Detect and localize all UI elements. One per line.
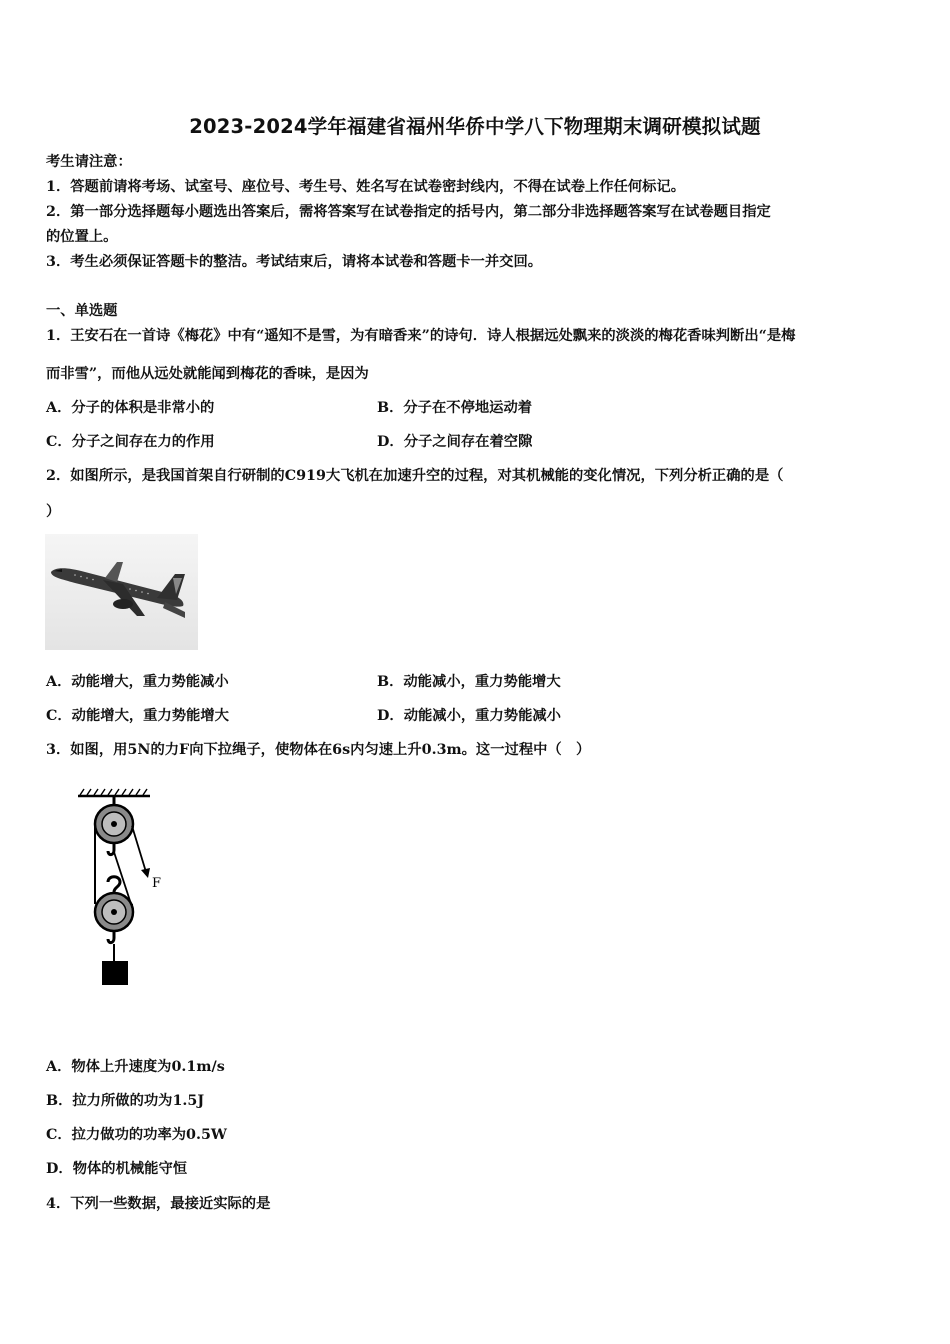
q3-option-d: D．物体的机械能守恒 — [46, 1161, 188, 1177]
question-1-text: 1．王安石在一首诗《梅花》中有“遥知不是雪，为有暗香来”的诗句．诗人根据远处飘来的淡淡的梅花香味判断出“是梅 — [46, 328, 796, 344]
notice-heading: 考生请注意： — [46, 154, 132, 170]
question-2-text: ） — [46, 504, 61, 520]
notice-item: 的位置上。 — [46, 229, 118, 245]
question-1-text: 而非雪”，而他从远处就能闻到梅花的香味，是因为 — [46, 366, 369, 382]
question-2-text: 2．如图所示，是我国首架自行研制的C919大飞机在加速升空的过程，对其机械能的变化情况，下列分析正确的是（ — [46, 468, 784, 484]
q1-option-b: B．分子在不停地运动着 — [377, 400, 533, 416]
q1-option-c: C．分子之间存在力的作用 — [46, 434, 215, 450]
q3-option-c: C．拉力做功的功率为0.5W — [46, 1127, 227, 1143]
force-label: F — [152, 876, 162, 891]
notice-item: 2．第一部分选择题每小题选出答案后，需将答案写在试卷指定的括号内，第二部分非选择题答案写在试卷题目指定 — [46, 204, 771, 220]
q1-option-d: D．分子之间存在着空隙 — [377, 434, 533, 450]
q3-option-a: A．物体上升速度为0.1m/s — [46, 1059, 225, 1075]
question-3-text: 3．如图，用5N的力F向下拉绳子，使物体在6s内匀速上升0.3m。这一过程中（ ） — [46, 742, 591, 758]
q2-option-b: B．动能减小，重力势能增大 — [377, 674, 561, 690]
q1-option-a: A．分子的体积是非常小的 — [46, 400, 215, 416]
pulley-figure — [68, 786, 178, 991]
airplane-figure — [45, 534, 198, 650]
section-heading: 一、单选题 — [46, 303, 118, 319]
question-4-text: 4．下列一些数据，最接近实际的是 — [46, 1196, 271, 1212]
notice-item: 1．答题前请将考场、试室号、座位号、考生号、姓名写在试卷密封线内，不得在试卷上作任何标记。 — [46, 179, 686, 195]
notice-item: 3．考生必须保证答题卡的整洁。考试结束后，请将本试卷和答题卡一并交回。 — [46, 254, 543, 270]
q2-option-d: D．动能减小，重力势能减小 — [377, 708, 561, 724]
page-title: 2023-2024学年福建省福州华侨中学八下物理期末调研模拟试题 — [189, 115, 761, 138]
q2-option-a: A．动能增大，重力势能减小 — [46, 674, 229, 690]
q3-option-b: B．拉力所做的功为1.5J — [46, 1093, 205, 1109]
q2-option-c: C．动能增大，重力势能增大 — [46, 708, 229, 724]
